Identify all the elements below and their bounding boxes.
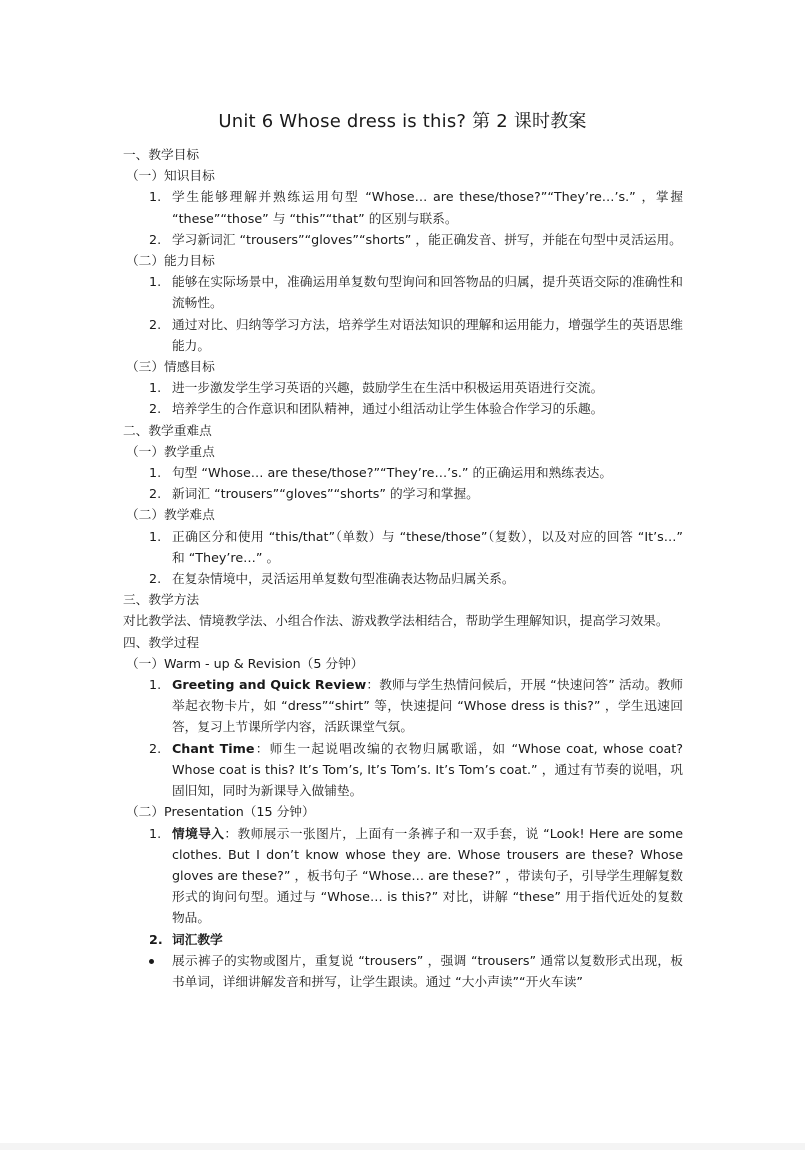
item-number: 1. [149,189,162,205]
item-number: 2. [149,401,162,417]
item-number: 2. [149,316,162,332]
document-title: Unit 6 Whose dress is this? 第 2 课时教案 [218,111,587,132]
item-number: 1. [149,677,162,693]
list-item [123,314,683,356]
bullet-item [123,950,683,992]
item-text: 正确区分和使用 “this/that”（单数）与 “these/those”（复数），以及对应的回答 “It’s…” 和 “They’re…” 。 [172,528,683,565]
document-body [123,144,683,992]
item-body: ：教师与学生热情问候后，开展 “快速问答” 活动。教师举起衣物卡片，如 “dress”“shirt” 等，快速提问 “Whose dress is this?” ，学生迅速回答，复习上节课所学内容，活跃课堂气氛。 [172,677,683,735]
bullet-icon [123,950,172,992]
item-number: 1. [149,380,162,396]
list-item [123,398,683,419]
item-text: 通过对比、归纳等学习方法，培养学生对语法知识的理解和运用能力，增强学生的英语思维能力。 [172,316,683,353]
list-item [123,229,683,250]
item-text [172,738,683,802]
item-text: 学习新词汇 “trousers”“gloves”“shorts” ，能正确发音、拼写，并能在句型中灵活运用。 [172,231,682,247]
subsection-heading: （一）Warm - up & Revision（5 分钟） [126,655,364,671]
item-number: 2. [149,931,163,947]
subsection-heading: （二）教学难点 [126,507,215,523]
list-item [123,186,683,228]
item-text: 进一步激发学生学习英语的兴趣，鼓励学生在生活中积极运用英语进行交流。 [172,380,604,396]
section-heading: 一、教学目标 [123,147,200,162]
section-heading: 三、教学方法 [123,592,200,608]
item-text: 能够在实际场景中，准确运用单复数句型询问和回答物品的归属，提升英语交际的准确性和流畅性。 [172,274,683,311]
list-item [123,526,683,568]
item-bold-lead: Chant Time [172,740,255,756]
list-item [123,738,683,802]
item-bold-lead: Greeting and Quick Review [172,677,367,693]
list-item [123,377,683,398]
section-heading: 二、教学重难点 [123,422,212,438]
item-number: 1. [149,528,162,544]
item-text: 学生能够理解并熟练运用句型 “Whose… are these/those?”“They’re…’s.” ，掌握 “these”“those” 与 “this”“that” 的区别与联系。 [172,189,683,226]
subsection-heading: （二）Presentation（15 分钟） [126,804,315,820]
item-text [172,929,683,950]
item-number: 1. [149,274,162,290]
item-text: 培养学生的合作意识和团队精神，通过小组活动让学生体验合作学习的乐趣。 [172,401,604,417]
item-bold-lead: 情境导入 [172,825,225,841]
section-heading: 四、教学过程 [123,634,200,650]
subsection-heading: （一）知识目标 [126,168,215,184]
item-number: 2. [149,740,162,756]
item-text: 展示裤子的实物或图片，重复说 “trousers” ，强调 “trousers” 通常以复数形式出现，板书单词，详细讲解发音和拼写，让学生跟读。通过 “大小声读”“开火车读” [172,952,683,989]
subsection-heading: （三）情感目标 [126,359,215,375]
list-item [123,271,683,313]
subsection-heading: （二）能力目标 [126,253,215,269]
paragraph: 对比教学法、情境教学法、小组合作法、游戏教学法相结合，帮助学生理解知识，提高学习效果。 [123,613,669,629]
item-bold-lead: 词汇教学 [172,931,223,947]
list-item [123,929,683,950]
list-item [123,483,683,504]
item-text [172,674,683,738]
item-text [172,823,683,929]
item-body: ：教师展示一张图片，上面有一条裤子和一双手套，说 “Look! Here are some clothes. But I don’t know whose they are. Whose trousers are these? Whose gloves are these?” ，板书句子 “Whose… are these?” ，带读句子，引导学生理解复数形式的询问句型。通过与 “Whose… is this?” 对比，讲解 “these” 用于指代近处的复数物品。 [172,825,683,926]
item-text: 新词汇 “trousers”“gloves”“shorts” 的学习和掌握。 [172,486,479,502]
item-text: 在复杂情境中，灵活运用单复数句型准确表达物品归属关系。 [172,571,515,587]
item-number: 2. [149,486,162,502]
list-item [123,568,683,589]
item-number: 2. [149,231,162,247]
item-text: 句型 “Whose… are these/those?”“They’re…’s.” 的正确运用和熟练表达。 [172,465,613,481]
list-item [123,674,683,738]
list-item [123,823,683,929]
item-number: 2. [149,571,162,587]
item-number: 1. [149,465,162,481]
list-item [123,462,683,483]
subsection-heading: （一）教学重点 [126,443,215,459]
item-body: ：师生一起说唱改编的衣物归属歌谣，如 “Whose coat, whose coat? Whose coat is this? It’s Tom’s, It’s Tom’s. It’s Tom’s coat.” ，通过有节奏的说唱，巩固旧知，同时为新课导入做铺垫。 [172,740,683,799]
item-number: 1. [149,825,162,841]
